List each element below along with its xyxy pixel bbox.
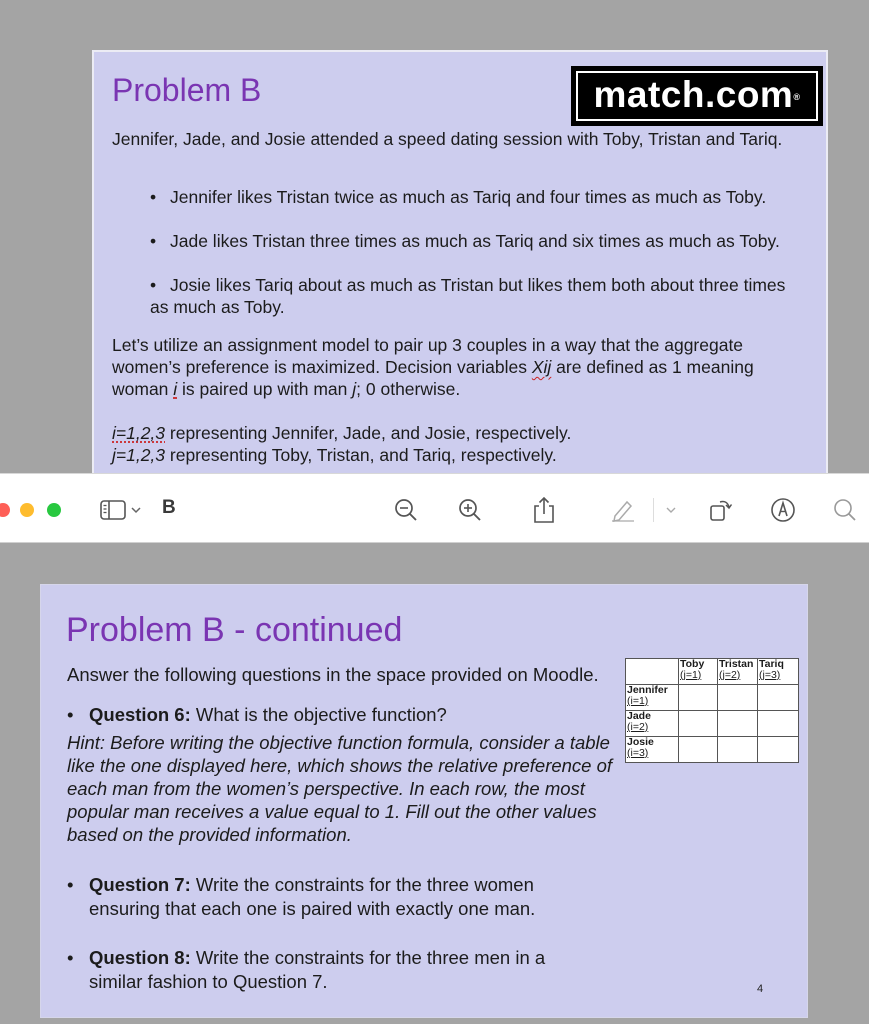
- preview-toolbar: [0, 473, 869, 543]
- toolbar-divider: [653, 498, 654, 522]
- table-row: [626, 685, 799, 711]
- search-icon: [832, 497, 858, 523]
- model-description: Let’s utilize an assignment model to pair up 3 couples in a way that the aggregate women’s preference is maximized. Decision variables Xij are defined as 1 meaning woman i is paired up with man j; 0 otherwise.: [112, 335, 754, 399]
- row-header-jade: Jade (i=2): [626, 711, 679, 737]
- zoom-out-icon: [393, 497, 419, 523]
- annotate-icon: [769, 496, 797, 524]
- markup-button[interactable]: [606, 493, 640, 527]
- question-7: • Question 7: Write the constraints for the three women ensuring that each one is paired with exactly one man.: [67, 874, 536, 919]
- zoom-in-button[interactable]: [453, 493, 487, 527]
- slide-title: Problem B: [112, 72, 262, 108]
- markup-options-button[interactable]: [656, 493, 686, 527]
- document-title: B: [162, 497, 176, 518]
- rotate-icon: [706, 496, 734, 524]
- match-logo-text: match.com®: [576, 71, 818, 121]
- table-cell: [718, 685, 758, 711]
- close-window-button[interactable]: [0, 503, 10, 517]
- slide-problem-b: [92, 50, 828, 473]
- minimize-window-button[interactable]: [20, 503, 34, 517]
- chevron-down-icon: [664, 505, 678, 515]
- match-logo: [571, 66, 823, 126]
- table-cell: [718, 711, 758, 737]
- row-header-jennifer: Jennifer (i=1): [626, 685, 679, 711]
- row-header-josie: Josie (i=3): [626, 737, 679, 763]
- markup-pen-icon: [609, 497, 637, 523]
- preference-table: [625, 658, 799, 763]
- hint-text: Hint: Before writing the objective function formula, consider a table like the one displayed here, which shows the relative preference of each man from the women’s perspective. In each row, the most popular man receives a value equal to 1. Fill out the other values based on the provided information.: [67, 732, 613, 845]
- table-row: [626, 711, 799, 737]
- table-cell: [718, 737, 758, 763]
- zoom-window-button[interactable]: [47, 503, 61, 517]
- zoom-out-button[interactable]: [389, 493, 423, 527]
- question-6: • Question 6: What is the objective function?: [67, 704, 447, 725]
- share-icon: [532, 496, 556, 524]
- column-header-tristan: Tristan (j=2): [718, 659, 758, 685]
- bullet-josie: • Josie likes Tariq about as much as Tristan but likes them both about three times as much as Toby.: [150, 275, 786, 317]
- bullet-jennifer: • Jennifer likes Tristan twice as much as Tariq and four times as much as Toby.: [150, 187, 767, 207]
- column-header-toby: Toby (j=1): [679, 659, 718, 685]
- sidebar-toggle-button[interactable]: [95, 493, 147, 527]
- sidebar-icon: [97, 498, 145, 522]
- slide-problem-b-continued: [40, 584, 808, 1018]
- table-cell: [679, 711, 718, 737]
- table-cell: [679, 685, 718, 711]
- page-number: 4: [757, 983, 764, 995]
- slide-title: Problem B - continued: [66, 611, 403, 649]
- table-corner-cell: [626, 659, 679, 685]
- bullet-jade: • Jade likes Tristan three times as much as Tariq and six times as much as Toby.: [150, 231, 780, 251]
- table-cell: [758, 737, 799, 763]
- table-cell: [679, 737, 718, 763]
- annotate-button[interactable]: [766, 493, 800, 527]
- i-definition: i=1,2,3 representing Jennifer, Jade, and Josie, respectively.: [112, 423, 572, 443]
- table-header-row: [626, 659, 799, 685]
- rotate-button[interactable]: [703, 493, 737, 527]
- intro-text: Answer the following questions in the space provided on Moodle.: [67, 664, 599, 685]
- search-button[interactable]: [828, 493, 862, 527]
- share-button[interactable]: [527, 493, 561, 527]
- table-cell: [758, 711, 799, 737]
- intro-text: Jennifer, Jade, and Josie attended a speed dating session with Toby, Tristan and Tariq.: [112, 129, 783, 149]
- question-8: • Question 8: Write the constraints for the three men in a similar fashion to Question 7.: [67, 947, 546, 992]
- table-cell: [758, 685, 799, 711]
- zoom-in-icon: [457, 497, 483, 523]
- table-row: [626, 737, 799, 763]
- j-definition: j=1,2,3 representing Toby, Tristan, and Tariq, respectively.: [112, 445, 557, 465]
- column-header-tariq: Tariq (j=3): [758, 659, 799, 685]
